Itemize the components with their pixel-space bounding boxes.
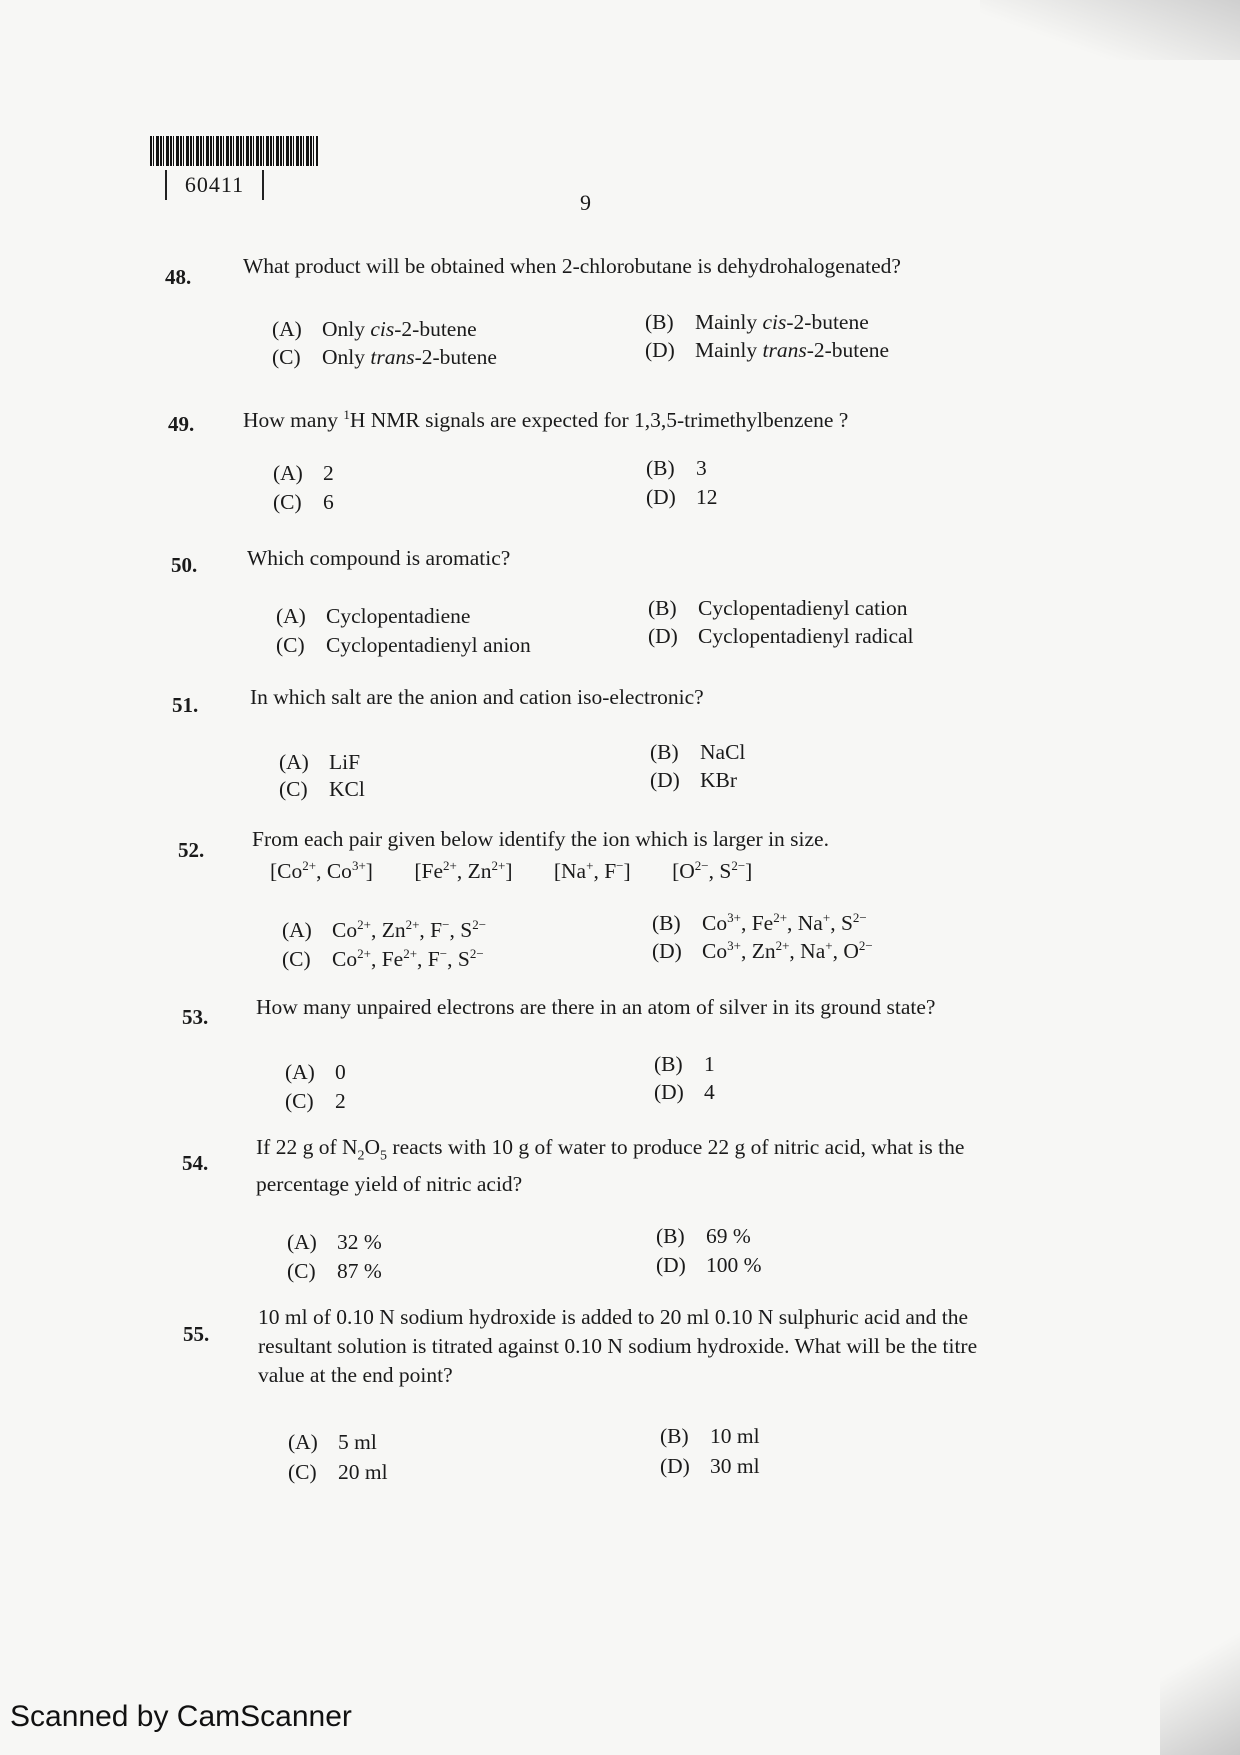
option-c: (C) Cyclopentadienyl anion bbox=[276, 633, 531, 657]
option-d: (D) 100 % bbox=[656, 1253, 762, 1277]
option-d: (D) 30 ml bbox=[660, 1454, 760, 1478]
question-text: Which compound is aromatic? bbox=[247, 546, 511, 570]
option-d: (D) Mainly trans-2-butene bbox=[645, 338, 890, 362]
question-number: 54. bbox=[182, 1151, 209, 1175]
question-number: 53. bbox=[182, 1005, 209, 1029]
option-c: (C) 2 bbox=[285, 1089, 346, 1113]
option-d: (D) 4 bbox=[654, 1080, 715, 1104]
option-a: (A) 0 bbox=[285, 1060, 346, 1084]
option-a: (A) $Co^{2+}$, $Zn^{2+}$, F−, $S^{2-}$ bbox=[282, 917, 487, 943]
option-c: (C) 87 % bbox=[287, 1259, 382, 1283]
option-a: (A) 5 ml bbox=[288, 1430, 377, 1454]
question-number: 55. bbox=[183, 1322, 210, 1346]
option-b: (B) 69 % bbox=[656, 1224, 751, 1248]
option-b: (B) $Co^{3+}$, $Fe^{2+}$, Na+, $S^{2-}$ bbox=[652, 910, 867, 936]
question-number: 52. bbox=[178, 838, 205, 862]
option-c: (C) KCl bbox=[279, 777, 365, 801]
question-text: 10 ml of 0.10 N sodium hydroxide is added to 20 ml 0.10 N sulphuric acid and the resultant solution is titrated against 0.10 N sodium hydroxide. What will be the titre value at the end point? bbox=[258, 1305, 978, 1387]
barcode bbox=[150, 136, 318, 166]
question-text: What product will be obtained when 2-chlorobutane is dehydrohalogenated? bbox=[243, 254, 901, 278]
scan-shadow bbox=[1160, 1625, 1240, 1755]
option-c: (C) 6 bbox=[273, 490, 334, 514]
option-c: (C) 20 ml bbox=[288, 1460, 388, 1484]
question-text: If 22 g of $N_2O_5$ reacts with 10 g of water to produce 22 g of nitric acid, what is the percentage yield of nitric acid? bbox=[256, 1135, 965, 1197]
question-text: How many unpaired electrons are there in an atom of silver in its ground state? bbox=[256, 995, 936, 1019]
option-a: (A) LiF bbox=[279, 750, 361, 774]
option-d: (D) 12 bbox=[646, 485, 718, 509]
question-text: From each pair given below identify the ion which is larger in size. bbox=[252, 827, 829, 851]
option-b: (B) 10 ml bbox=[660, 1424, 760, 1448]
option-b: (B) 1 bbox=[654, 1052, 715, 1076]
scanner-watermark: Scanned by CamScanner bbox=[10, 1700, 352, 1733]
option-c: (C) $Co^{2+}$, $Fe^{2+}$, F−, $S^{2-}$ bbox=[282, 946, 484, 972]
option-b: (B) 3 bbox=[646, 456, 707, 480]
question-text: In which salt are the anion and cation iso-electronic? bbox=[250, 685, 704, 709]
option-c: (C) Only trans-2-butene bbox=[272, 345, 497, 369]
question-number: 48. bbox=[165, 265, 192, 289]
page-number: 9 bbox=[580, 190, 591, 215]
option-b: (B) NaCl bbox=[650, 740, 746, 764]
option-a: (A) Only cis-2-butene bbox=[272, 317, 477, 341]
question-number: 49. bbox=[168, 412, 195, 436]
option-d: (D) Cyclopentadienyl radical bbox=[648, 624, 914, 648]
option-a: (A) 2 bbox=[273, 461, 334, 485]
scan-shadow bbox=[980, 0, 1240, 60]
question-number: 51. bbox=[172, 693, 199, 717]
option-b: (B) Mainly cis-2-butene bbox=[645, 310, 869, 334]
option-a: (A) Cyclopentadiene bbox=[276, 604, 471, 628]
question-number: 50. bbox=[171, 553, 198, 577]
option-a: (A) 32 % bbox=[287, 1230, 382, 1254]
option-d: (D) KBr bbox=[650, 768, 738, 792]
option-d: (D) $Co^{3+}$, $Zn^{2+}$, Na+, $O^{2-}$ bbox=[652, 938, 873, 964]
ion-pairs: [$Co^{2+}$, $Co^{3+}$] [$Fe^{2+}$, $Zn^{2+}$] [Na+, F−] [$O^{2-}$, $S^{2-}$] bbox=[270, 858, 753, 884]
paper-code: 60411 bbox=[165, 170, 264, 200]
question-text: How many $^1$H NMR signals are expected for 1,3,5-trimethylbenzene ? bbox=[243, 407, 849, 433]
option-b: (B) Cyclopentadienyl cation bbox=[648, 596, 908, 620]
